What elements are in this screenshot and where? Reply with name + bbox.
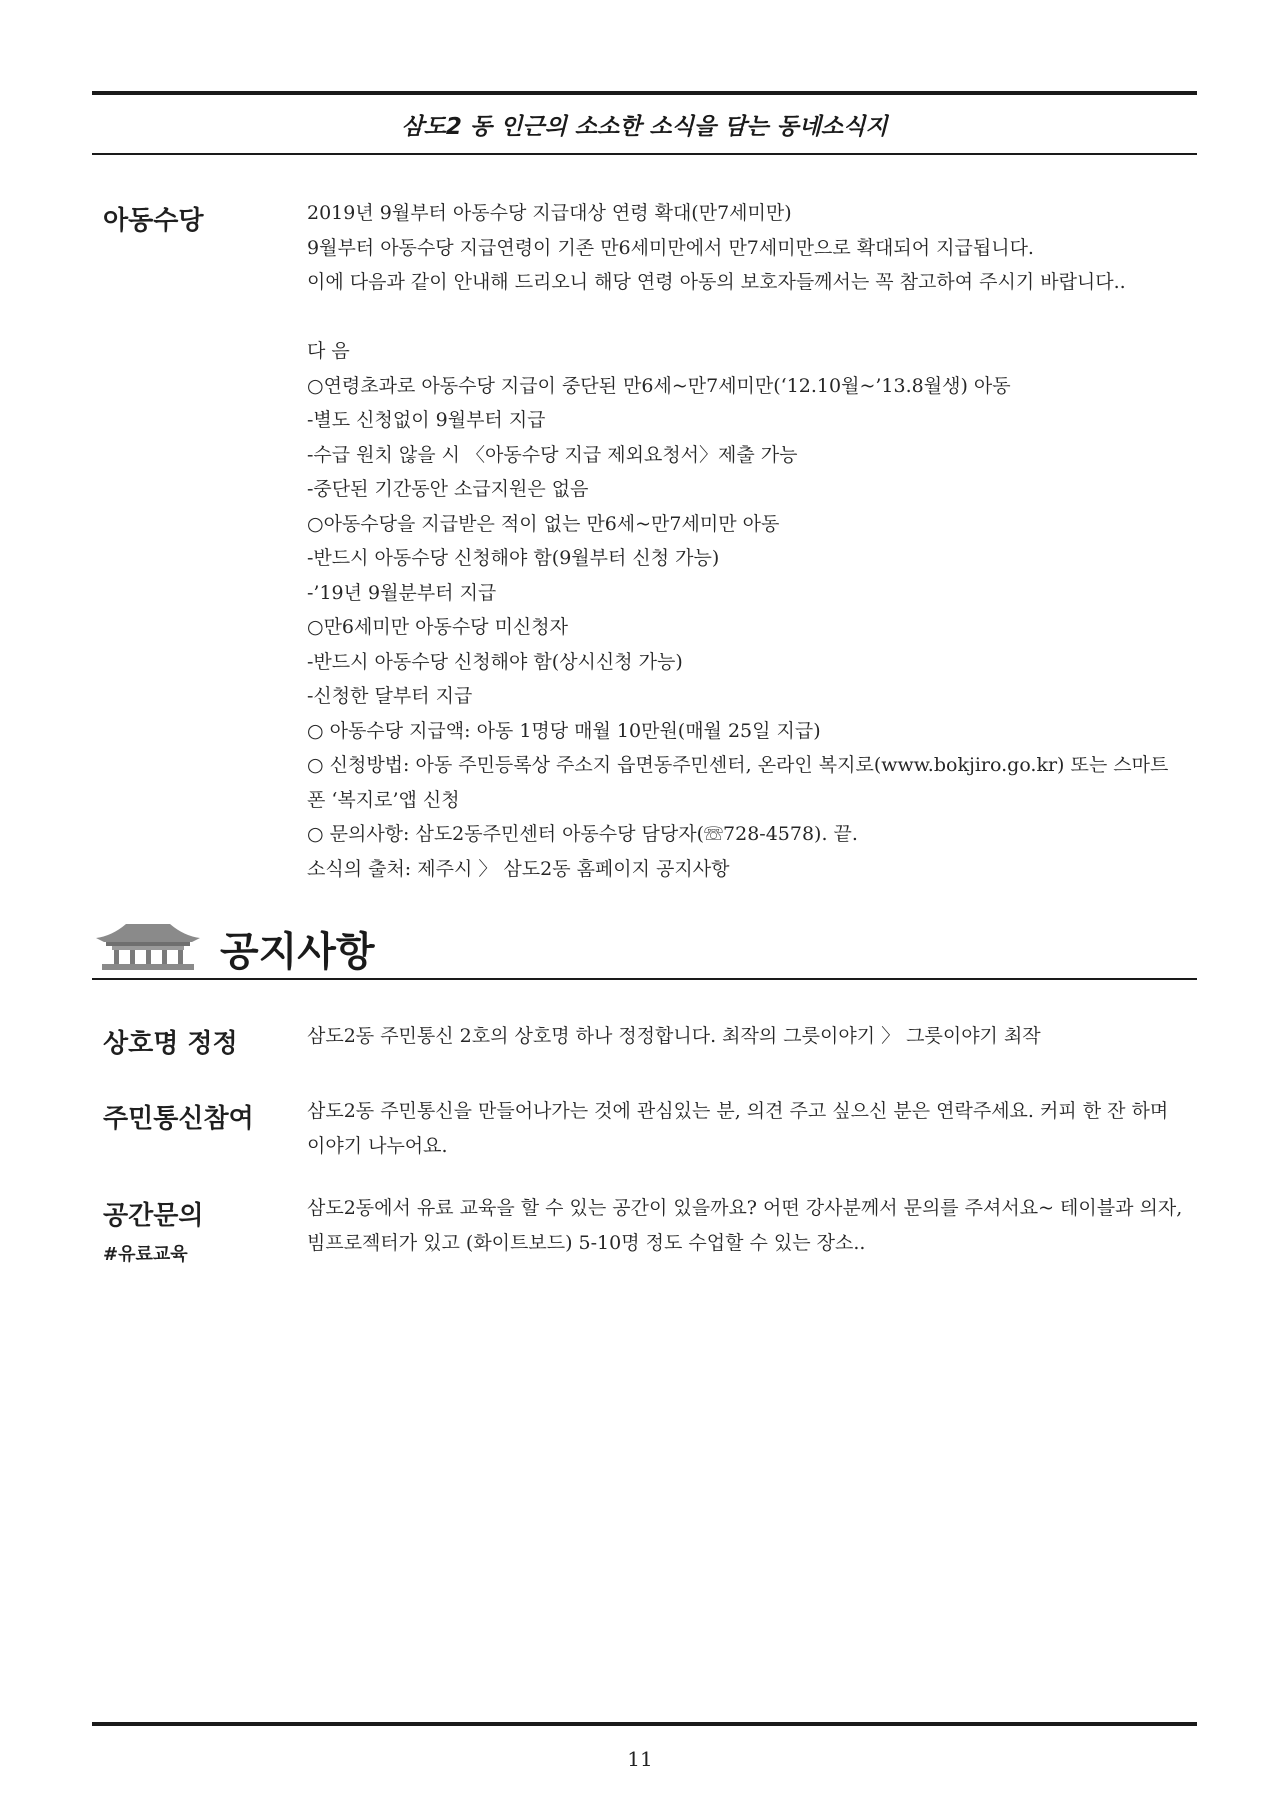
notice-item-text (307, 1094, 1192, 1163)
newsletter-title: 삼도2 동 인근의 소소한 소식을 담는 동네소식지 (401, 114, 888, 140)
body-line (307, 300, 1187, 335)
notice-item-text (307, 1191, 1192, 1260)
body-line: 소식의 출처: 제주시 〉 삼도2동 홈페이지 공지사항 (307, 857, 730, 880)
notice-item-text (307, 1019, 1192, 1054)
body-line: 9월부터 아동수당 지급연령이 기존 만6세미만에서 만7세미만으로 확대되어 지급됩니다. (307, 236, 1034, 259)
header-bottom-rule (92, 153, 1197, 155)
body-line: -반드시 아동수당 신청해야 함(상시신청 가능) (307, 650, 683, 673)
notice-item-label: 공간문의 (103, 1201, 204, 1231)
header-top-rule (92, 91, 1197, 95)
footer-rule (92, 1722, 1197, 1726)
body-line: -중단된 기간동안 소급지원은 없음 (307, 478, 589, 500)
notice-item-body: 삼도2동 주민통신을 만들어나가는 것에 관심있는 분, 의견 주고 싶으신 분은 연락주세요. 커피 한 잔 하며 이야기 나누어요. (307, 1100, 1169, 1157)
notice-rule (92, 978, 1197, 980)
body-line: ○연령초과로 아동수당 지급이 중단된 만6세~만7세미만(‘12.10월~’13.8월생) 아동 (307, 374, 1011, 397)
body-line: 폰 ‘복지로’앱 신청 (307, 788, 460, 811)
notice-heading: 공지사항 (220, 929, 375, 975)
notice-item-body: 삼도2동 주민통신 2호의 상호명 하나 정정합니다. 최작의 그릇이야기 〉 그릇이야기 최작 (307, 1025, 1041, 1047)
body-line: ○ 신청방법: 아동 주민등록상 주소지 읍면동주민센터, 온라인 복지로(www.bokjiro.go.kr) 또는 스마트 (307, 754, 1169, 776)
page-number: 11 (627, 1747, 653, 1771)
body-line: 2019년 9월부터 아동수당 지급대상 연령 확대(만7세미만) (307, 202, 792, 224)
child-allowance-body (307, 196, 1187, 886)
notice-item-body: 삼도2동에서 유료 교육을 할 수 있는 공간이 있을까요? 어떤 강사분께서 문의를 주셔서요~ 테이블과 의자, 빔프로젝터가 있고 (화이트보드) 5-10명 정도 수업할 수 있는 장소.. (307, 1197, 1183, 1254)
body-line: ○ 문의사항: 삼도2동주민센터 아동수당 담당자(☏728-4578). 끝. (307, 823, 858, 845)
body-line: ○ 아동수당 지급액: 아동 1명당 매월 10만원(매월 25일 지급) (307, 719, 821, 742)
body-line: -’19년 9월분부터 지급 (307, 581, 497, 604)
body-line: ○아동수당을 지급받은 적이 없는 만6세~만7세미만 아동 (307, 512, 780, 535)
notice-item-hashtag: #유료교육 (103, 1244, 188, 1265)
body-line: ○만6세미만 아동수당 미신청자 (307, 616, 568, 638)
body-line: -별도 신청없이 9월부터 지급 (307, 409, 546, 431)
pavilion-icon (92, 920, 204, 972)
child-allowance-label: 아동수당 (103, 206, 204, 236)
body-line: 이에 다음과 같이 안내해 드리오니 해당 연령 아동의 보호자들께서는 꼭 참고하여 주시기 바랍니다.. (307, 271, 1126, 293)
notice-item-label: 상호명 정정 (103, 1029, 238, 1059)
body-line: 다 음 (307, 340, 350, 362)
notice-item-label: 주민통신참여 (103, 1104, 254, 1134)
body-line: -수급 원치 않을 시 〈아동수당 지급 제외요청서〉제출 가능 (307, 443, 798, 466)
body-line: -신청한 달부터 지급 (307, 685, 473, 707)
body-line: -반드시 아동수당 신청해야 함(9월부터 신청 가능) (307, 547, 720, 569)
